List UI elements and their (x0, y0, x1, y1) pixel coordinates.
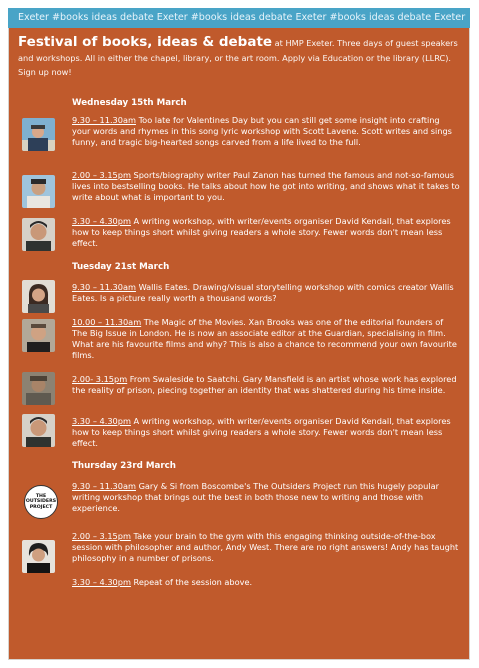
badge-line: OUTSIDERS (25, 499, 57, 505)
intro-lead-in: at HMP Exeter. Three days of guest speakers (272, 38, 458, 48)
signup-call: Sign up now! (18, 67, 72, 77)
portrait-paul-zanon-icon (22, 175, 55, 208)
event-time: 10.00 – 11.30am (72, 317, 142, 327)
badge-line: PROJECT (29, 504, 53, 510)
event-time: 9.30 – 11.30am (72, 282, 136, 292)
event-tue-3 (72, 374, 460, 396)
event-thu-1 (72, 481, 460, 514)
event-tue-2 (72, 317, 460, 361)
portrait-scott-lavene-icon (22, 118, 55, 151)
event-time: 2.00- 3.15pm (72, 374, 128, 384)
event-description: Too late for Valentines Day but you can still get some insight into crafting your words and rhymes in this song lyric workshop with Scott Lavene. Scott writes and sings funny, and tragic big-hearted songs carved from a life lived to the full. (72, 115, 452, 147)
event-tue-4 (72, 416, 460, 449)
event-time: 3.30 – 4.30pm (72, 577, 131, 587)
event-time: 3.30 – 4.30pm (72, 216, 131, 226)
event-description: Gary & Si from Boscombe's The Outsiders Project run this hugely popular writing workshop that brings out the best in both those new to writing and those with experience. (72, 481, 439, 513)
event-time: 9.30 – 11.30am (72, 481, 136, 491)
portrait-xan-brooks-icon (22, 319, 55, 352)
outsiders-project-logo-icon (24, 485, 58, 519)
day-heading-wednesday: Wednesday 15th March (72, 98, 187, 108)
festival-flyer (8, 8, 470, 660)
hashtag-banner: Exeter #books ideas debate Exeter #books ideas debate Exeter #books ideas debate Exeter (8, 8, 470, 28)
event-thu-2 (72, 531, 460, 564)
intro-details: and workshops. All in either the chapel, library, or the art room. Apply via Education or the library (LLRC). (18, 53, 451, 63)
event-tue-1 (72, 282, 460, 304)
event-description: From Swaleside to Saatchi. Gary Mansfield is an artist whose work has explored the reality of prison, piecing together an identity that was shattered during his time inside. (72, 374, 457, 395)
event-description: Repeat of the session above. (130, 577, 253, 587)
event-time: 2.00 – 3.15pm (72, 531, 131, 541)
event-wed-3 (72, 216, 460, 249)
event-time: 9.30 – 11.30am (72, 115, 136, 125)
day-heading-tuesday: Tuesday 21st March (72, 262, 170, 272)
event-wed-2 (72, 170, 460, 203)
event-description: Sports/biography writer Paul Zanon has turned the famous and not-so-famous lives into bestselling books. He talks about how he got into writing, and shows what it takes to write about what is important to you. (72, 170, 460, 202)
event-description: A writing workshop, with writer/events organiser David Kendall, that explores how to keep things short whilst giving readers a whole story. Fewer words don't mean less effect. (72, 416, 451, 448)
day-heading-thursday: Thursday 23rd March (72, 461, 176, 471)
event-description: The Magic of the Movies. Xan Brooks was one of the editorial founders of The Big Issue in London. He is now an associate editor at the Guardian, specialising in film. What are his favourite films and why? This is also a chance to recommend your own favourite films. (72, 317, 457, 360)
portrait-gary-mansfield-icon (22, 372, 55, 405)
badge-line: THE (35, 494, 47, 500)
portrait-andy-west-icon (22, 540, 55, 573)
event-time: 2.00 – 3.15pm (72, 170, 131, 180)
event-thu-3 (72, 577, 460, 588)
event-description: Wallis Eates. Drawing/visual storytelling workshop with comics creator Wallis Eates. Is a picture really worth a thousand words? (72, 282, 454, 303)
event-wed-1 (72, 115, 460, 148)
event-description: A writing workshop, with writer/events organiser David Kendall, that explores how to keep things short whilst giving readers a whole story. Fewer words don't mean less effect. (72, 216, 451, 248)
portrait-david-kendall-icon (22, 414, 55, 447)
portrait-wallis-eates-icon (22, 280, 55, 313)
event-description: Take your brain to the gym with this engaging thinking outside-of-the-box session with philosopher and author, Andy West. There are no right answers! Andy has taught philosophy in a number of prisons. (72, 531, 459, 563)
festival-title: Festival of books, ideas & debate (18, 34, 273, 50)
intro-block (18, 34, 466, 78)
event-time: 3.30 – 4.30pm (72, 416, 131, 426)
portrait-david-kendall-icon (22, 218, 55, 251)
